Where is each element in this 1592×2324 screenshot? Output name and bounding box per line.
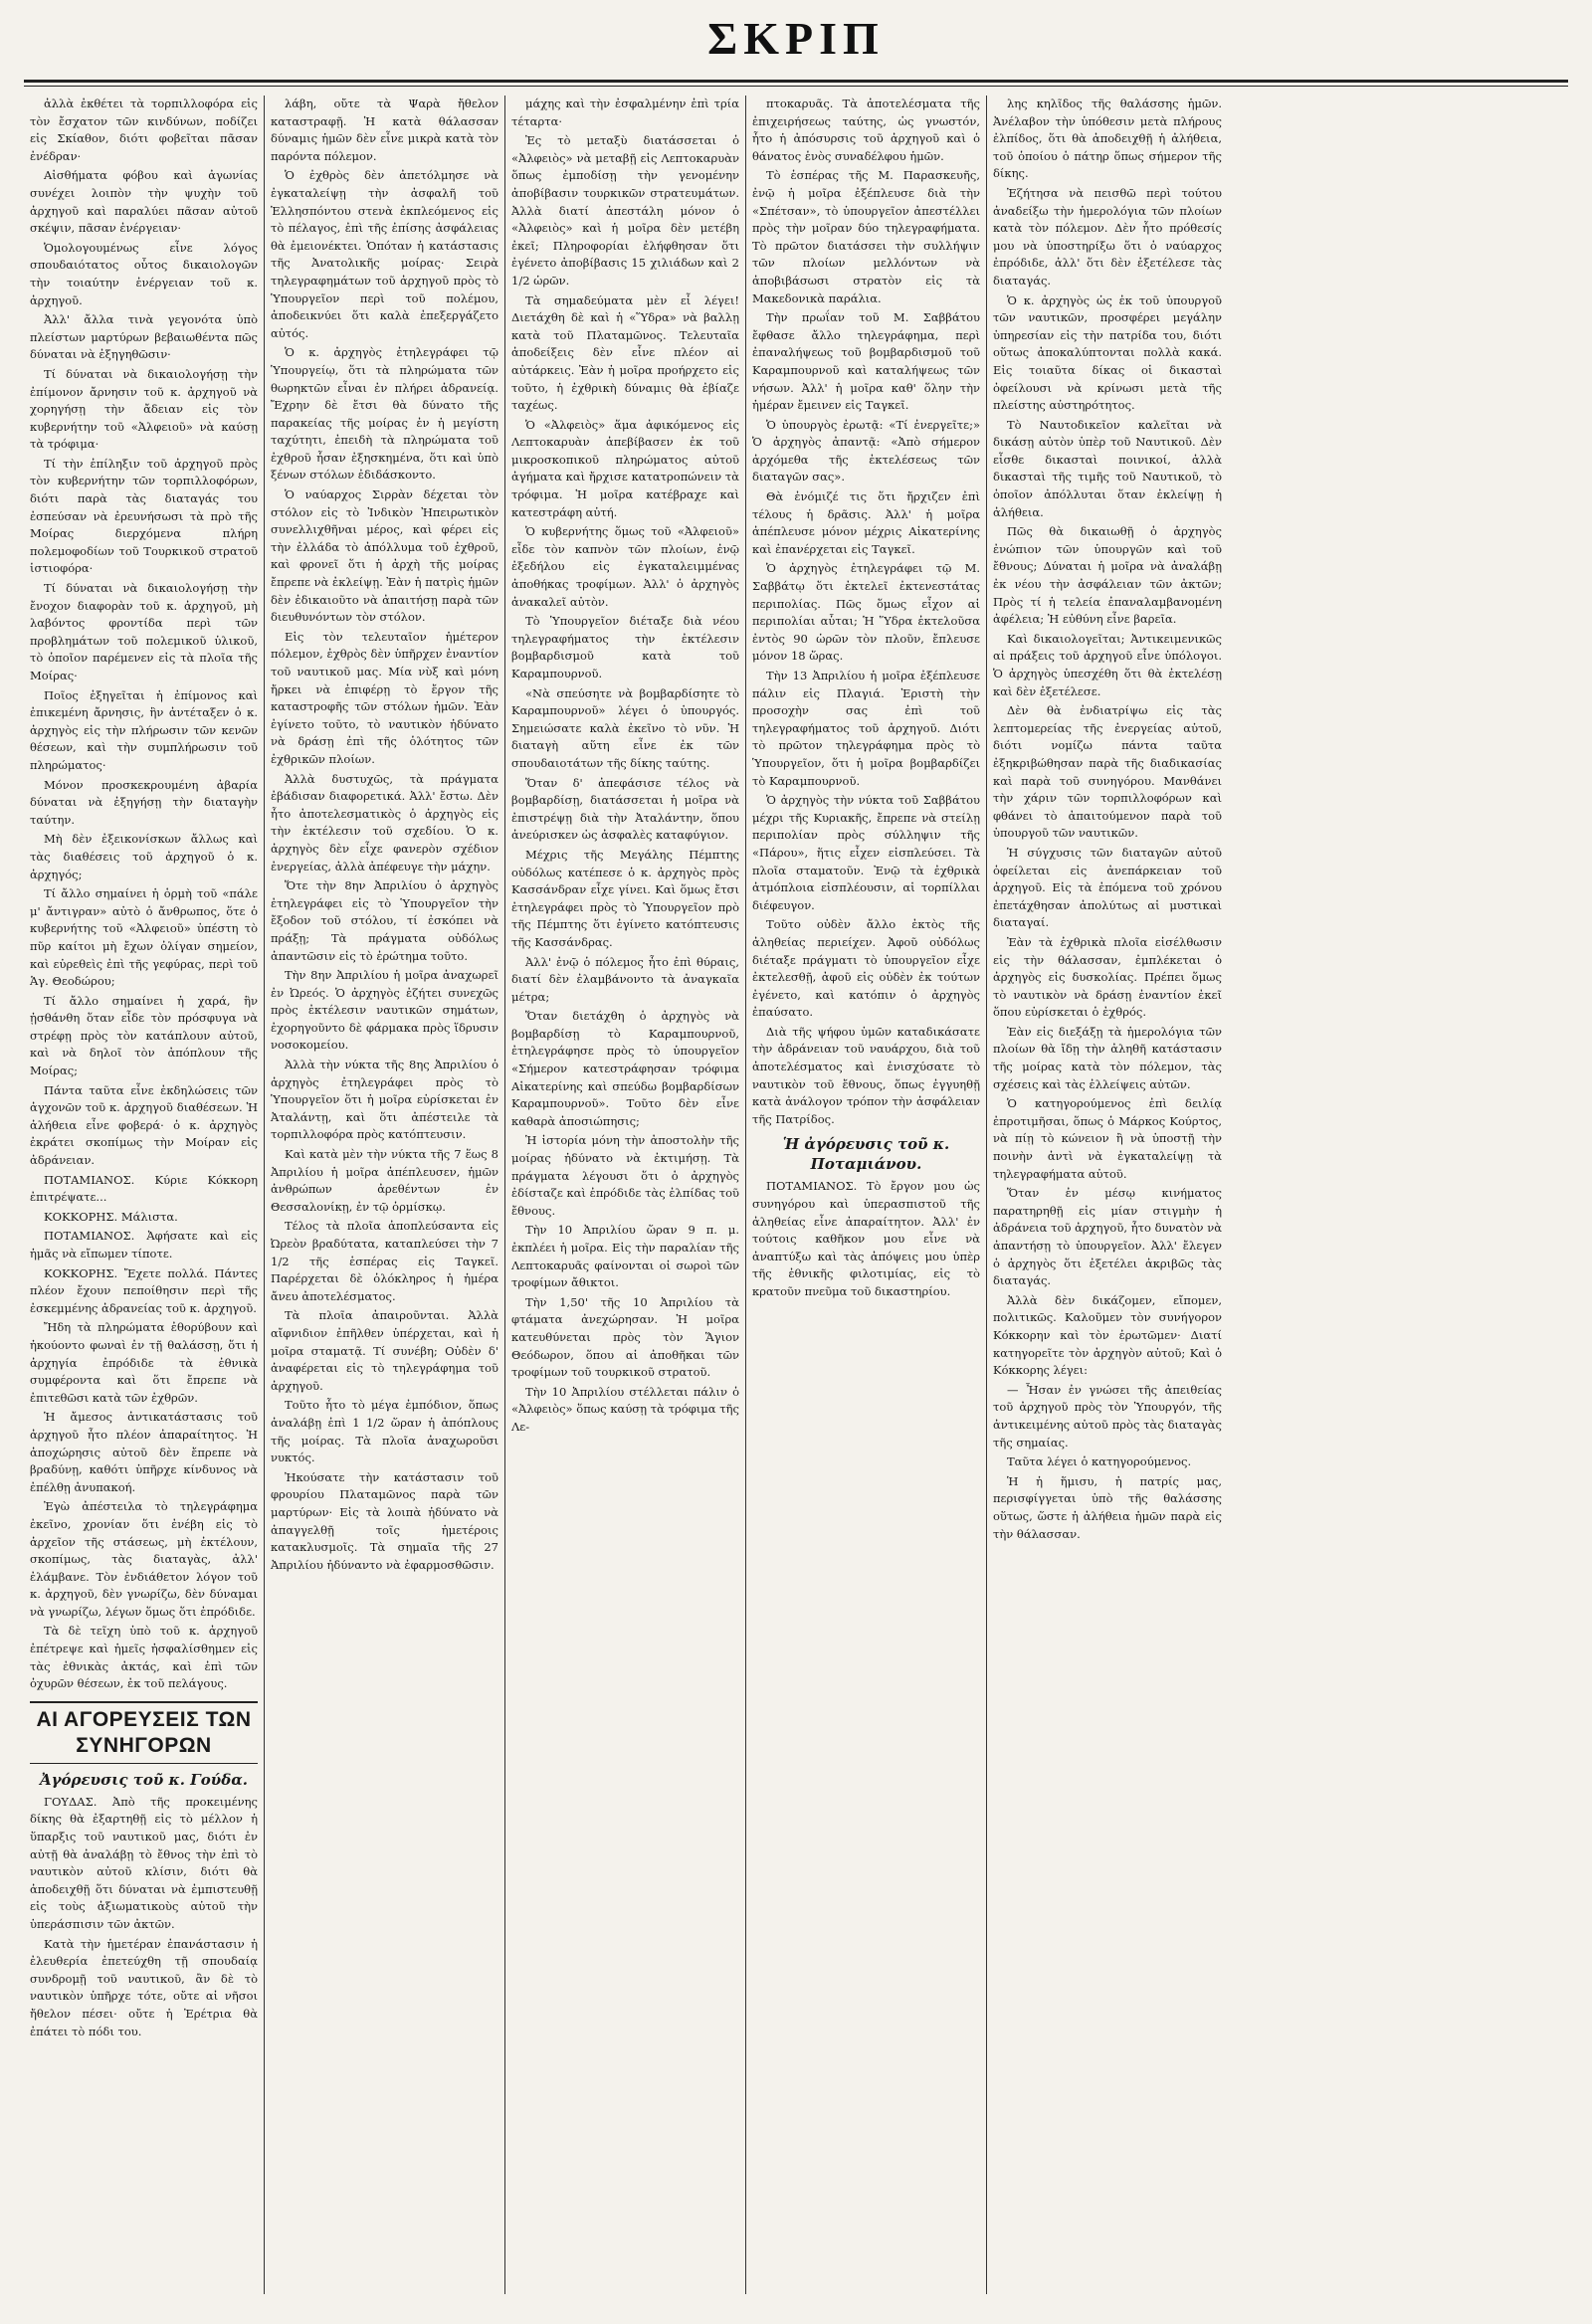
article-paragraph: Τὸ ἑσπέρας τῆς Μ. Παρασκευῆς, ἐνῷ ἡ μοῖρα ἐξέπλευσε διὰ τὴν «Σπέτσαν», τὸ ὑπουργεῖον ἀπεστέλλει πρὸς τὴν μοῖραν δύο τηλεγραφήματα. Τὸ πρῶτον διατάσσει τὴν συλλήψιν τῶν πλοίων μελλόντων νὰ ἀποβιβάσωσι στρατὸν εἰς τὰ Μακεδονικὰ παράλια. [752, 168, 980, 305]
article-paragraph: Μὴ δὲν ἐξεικονίσκων ἄλλως καὶ τὰς διαθέσεις τοῦ ἀρχηγοῦ ὁ κ. ἀρχηγός; [30, 832, 258, 881]
article-paragraph: ΚΟΚΚΟΡΗΣ. Μάλιστα. [44, 1209, 178, 1224]
article-paragraph: Ταῦτα λέγει ὁ κατηγορούμενος. [1007, 1454, 1192, 1469]
column-2 [265, 96, 505, 2294]
article-paragraph: Ἡ ἱστορία μόνη τὴν ἀποστολὴν τῆς μοίρας ἠδύνατο νὰ ἐκτιμήσῃ. Τὰ πράγματα λέγουσι ὅτι ὁ ἀρχηγὸς ἐδίσταζε καὶ ἐπρόδιδε τὰς ἐλπίδας τοῦ ἔθνους. [511, 1133, 739, 1218]
article-paragraph: Ὁ ἀρχηγὸς τὴν νύκτα τοῦ Σαββάτου μέχρι τῆς Κυριακῆς, ἔπρεπε νὰ στείλῃ περιπολίαν πρὸς σύλληψιν τῆς «Πάρου», ἥτις εἶχεν εἰσπλεύσει. Τὰ πλοῖα σταματοῦν. Ἐνῷ τὰ ἐχθρικὰ ἀτμόπλοια εἰσπλέουσιν, αἱ τορπίλλαι διέφευγον. [752, 793, 980, 912]
article-paragraph: Διὰ τῆς ψήφου ὑμῶν καταδικάσατε τὴν ἀδράνειαν τοῦ ναυάρχου, διὰ τοῦ ἀποτελέσματος καὶ ἐνισχύσατε τὸ ναυτικὸν τοῦ ἔθνους, ὅπως ἐγγυηθῇ κατὰ ἀνάλογον τρόπον τὴν ἀσφάλειαν τῆς Πατρίδος. [752, 1024, 980, 1126]
article-paragraph: Πῶς θὰ δικαιωθῇ ὁ ἀρχηγὸς ἐνώπιον τῶν ὑπουργῶν καὶ τοῦ ἔθνους; Δύναται ἡ μοῖρα νὰ ἀναλάβῃ ἐκ νέου τὴν ἀσφάλειαν τῶν ἀκτῶν; Πρὸς τί ἡ τελεία ἐπαναλαμβανομένη ἀφέλεια; Ἡ εὐθύνη εἶνε βαρεῖα. [993, 524, 1222, 627]
article-paragraph: Ἐς τὸ μεταξὺ διατάσσεται ὁ «Ἀλφειὸς» νὰ μεταβῇ εἰς Λεπτοκαρυὰν ὅπως ἐμποδίσῃ τὴν γενομένην ἀποβίβασιν τουρκικῶν στρατευμάτων. Ἀλλὰ διατί ἀπεστάλη μόνον ὁ «Ἀλφειὸς» καὶ ἡ μοῖρα δὲν μετέβη ἐκεῖ; Πληροφορίαι ἐλήφθησαν ὅτι ἐγένετο ἀποβίβασις 15 χιλιάδων καὶ 2 1/2 ὡρῶν. [511, 133, 739, 288]
article-paragraph: Τί τὴν ἐπίληξιν τοῦ ἀρχηγοῦ πρὸς τὸν κυβερνήτην τῶν τορπιλλοφόρων, διότι παρὰ τὰς διαταγάς του ἐσπεύσαν νὰ ἐρευνήσωσι τὰ πρὸ τῆς Μοίρας διερχόμενα πλήρη πολεμοφοδίων τοῦ Τουρκικοῦ στρατοῦ ἱστιοφόρα· [30, 456, 258, 576]
article-paragraph: Ἡ σύγχυσις τῶν διαταγῶν αὐτοῦ ὁφείλεται εἰς ἀνεπάρκειαν τοῦ ἀρχηγοῦ. Εἰς τὰ ἐπόμενα τοῦ χρόνου ἐπετάχθησαν ἀπολύτως αἱ μυστικαὶ διαταγαί. [993, 845, 1222, 930]
article-paragraph: Ὁ κ. ἀρχηγὸς ἐτηλεγράφει τῷ Ὑπουργείῳ, ὅτι τὰ πληρώματα τῶν θωρηκτῶν εἶναι ἐν πλήρει ἀδρανείᾳ. Ἔχρην δὲ ἔτσι θὰ δύνατο τῆς παρακείας τῆς μοίρας ἐν ἡ μεγίστη ταχύτητι, ἐπειδὴ τὰ πληρώματα τοῦ ἐχθροῦ ἦσαν ἐξησκημένα, ὅτι καὶ ὑπὸ ξένων στόλων ἐδιδάσκοντο. [271, 345, 498, 483]
article-paragraph: Ὁ κυβερνήτης ὅμως τοῦ «Ἀλφειοῦ» εἶδε τὸν καπνὸν τῶν πλοίων, ἐνῷ ἐξεδήλου εἰς ἐγκαταλειμμένας ἀποθήκας τροφίμων. Ἀλλ' ὁ ἀρχηγὸς ἀνακαλεῖ αὐτὸν. [511, 524, 739, 609]
article-paragraph: Ἀλλ' ἄλλα τινὰ γεγονότα ὑπὸ πλείστων μαρτύρων βεβαιωθέντα πῶς δύναται νὰ ἐξηγηθῶσιν· [30, 312, 258, 362]
article-paragraph: πτοκαρυᾶς. Τὰ ἀποτελέσματα τῆς ἐπιχειρήσεως ταύτης, ὡς γνωστόν, ἦτο ἡ ἀπόσυρσις τοῦ ἀρχηγοῦ καὶ ὁ θάνατος ἑνὸς συναδέλφου ἡμῶν. [752, 97, 980, 163]
column-3 [505, 96, 746, 2294]
article-paragraph: Ὁ κατηγορούμενος ἐπὶ δειλίᾳ ἐπροτιμῆσαι, ὅπως ὁ Μάρκος Κούρτος, νὰ πίῃ τὸ κώνειον ἢ νὰ ὑποστῇ τὴν ποινὴν ἀντὶ νὰ ἐγκαταλείψῃ τὰ τηλεγραφήματα αὐτοῦ. [993, 1096, 1222, 1181]
article-paragraph: Ὁ ἀρχηγὸς ἐτηλεγράφει τῷ Μ. Σαββάτῳ ὅτι ἐκτελεῖ ἐκτενεστάτας περιπολίας. Πῶς ὅμως εἶχον αἱ περιπολίαι αὗται; Ἡ Ὕδρα ἐκτελοῦσα ἐντὸς 90 ὡρῶν τὸν πλοῦν, ἔπλευσε μόνον 18 ὥρας. [752, 561, 980, 664]
article-paragraph: Ἐζήτησα νὰ πεισθῶ περὶ τούτου ἀναδείξω τὴν ἡμερολόγια τῶν πλοίων κατὰ τὸν πόλεμον. Δὲν ἦτο πρόθεσίς μου νὰ ὑποστηρίξω ὅτι ὁ ναύαρχος ἐπρόδιδε, ἀλλ' ὅτι δὲν ἐξετέλεσε τὰς διαταγάς. [993, 185, 1222, 288]
article-paragraph: Ὅταν διετάχθη ὁ ἀρχηγὸς νὰ βομβαρδίσῃ τὸ Καραμπουρνοῦ, ἐτηλεγράφησε πρὸς τὸ ὑπουργεῖον «Σήμερον κατεστράφησαν τρόφιμα Αἰκατερίνης καὶ σπεύδω βομβαρδίσων Καραμπουρνοῦ». Τοῦτο δὲν εἶνε καθαρὰ ἀποσιώπησις; [511, 1009, 739, 1128]
column-1 [24, 96, 265, 2294]
article-paragraph: Ἡ ἄμεσος ἀντικατάστασις τοῦ ἀρχηγοῦ ἦτο πλέον ἀπαραίτητος. Ἡ ἀποχώρησις αὐτοῦ δὲν ἔπρεπε νὰ βραδύνῃ, καθότι ὑπῆρχε κίνδυνος νὰ ἐπέλθῃ ἀνυπακοή. [30, 1410, 258, 1494]
article-paragraph: Τοῦτο ἦτο τὸ μέγα ἐμπόδιον, ὅπως ἀναλάβῃ ἐπὶ 1 1/2 ὥραν ἡ ἀπόπλους τῆς μοίρας. Τὰ πλοῖα ἀναχωροῦσι νυκτός. [271, 1398, 498, 1465]
speech-subheading: Ἀγόρευσις τοῦ κ. Γούδα. [40, 1770, 248, 1789]
article-paragraph: Τί ἄλλο σημαίνει ἡ ὁρμὴ τοῦ «πάλε μ' ἄντιγραν» αὐτὸ ὁ ἄνθρωπος, ὅτε ὁ κυβερνήτης τοῦ «Ἀλφειοῦ» ὑπέστη τὸ πῦρ καίτοι μὴ ἔχων ὀλίγαν σημείον, καὶ εὐρεθεὶς ἐπὶ τῆς γεφύρας, περὶ τοῦ Ἁγ. Θεοδώρου; [30, 886, 258, 989]
article-paragraph: Τὰ πλοῖα ἀπαιροῦνται. Ἀλλὰ αἴφνιδιον ἐπῆλθεν ὑπέρχεται, καὶ ἡ μοῖρα σταματᾷ. Τί συνέβη; Οὐδὲν δ' ἀναφέρεται εἰς τὸ τηλεγράφημα τοῦ ἀρχηγοῦ. [271, 1308, 498, 1393]
article-paragraph: Ποῖος ἐξηγεῖται ἡ ἐπίμονος καὶ ἐπικεμένη ἄρνησις, ἣν ἀντέταξεν ὁ κ. ἀρχηγὸς εἰς τὴν πλήρωσιν τῶν κενῶν θέσεων, καὶ τὴν συμπλήρωσιν τοῦ πληρώματος· [30, 687, 258, 772]
article-paragraph: «Νὰ σπεύσητε νὰ βομβαρδίσητε τὸ Καραμπουρνοῦ» λέγει ὁ ὑπουργός. Σημειώσατε καλὰ ἐκεῖνο τὸ νῦν. Ἡ διαταγὴ αὕτη εἶνε ἐκ τῶν σπουδαιοτάτων τῆς δίκης ταύτης. [511, 685, 739, 770]
article-paragraph: Τί δύναται νὰ δικαιολογήσῃ τὴν ἔνοχον διαφορὰν τοῦ κ. ἀρχηγοῦ, μὴ λαβόντος φροντίδα περὶ τῶν προβλημάτων τοῦ πολεμικοῦ ὑλικοῦ, τὸ ὁποῖον παρέμενεν εἰς τὰ πλοῖα τῆς Μοίρας· [30, 581, 258, 682]
article-paragraph: Ὅταν δ' ἀπεφάσισε τέλος νὰ βομβαρδίσῃ, διατάσσεται ἡ μοῖρα νὰ ἐπιστρέψῃ διὰ τὴν Ἀταλάντην, ὅπου ἀνεύρισκεν ὡς ἀσφαλὲς καταφύγιον. [511, 775, 739, 843]
article-paragraph: Ὅτε τὴν 8ην Ἀπριλίου ὁ ἀρχηγὸς ἐτηλεγράφει εἰς τὸ Ὑπουργεῖον τὴν ἔξοδον τοῦ στόλου, τί ἐσκόπει νὰ πράξῃ; Τὰ πράγματα οὐδόλως ἀπαντῶσιν εἰς τὸ ἐρώτημα τοῦτο. [271, 878, 498, 963]
article-paragraph: Ὁμολογουμένως εἶνε λόγος σπουδαιότατος οὗτος δικαιολογῶν τὴν τοιαύτην ἐνέργειαν τοῦ κ. ἀρχηγοῦ. [30, 240, 258, 307]
article-paragraph: Τὴν 8ην Ἀπριλίου ἡ μοῖρα ἀναχωρεῖ ἐν Ὠρεός. Ὁ ἀρχηγὸς ἐζήτει συνεχῶς πρὸς ἐκτέλεσιν ναυτικῶν σημάτων, ἐχορηγοῦντο δὲ φάρμακα πρὸς ἵδρυσιν νοσοκομείου. [271, 968, 498, 1053]
article-paragraph: ΚΟΚΚΟΡΗΣ. Ἔχετε πολλά. Πάντες πλέον ἔχουν πεποίθησιν περὶ τῆς ἐσκεμμένης ἀδρανείας τοῦ κ. ἀρχηγοῦ. [30, 1265, 258, 1315]
article-paragraph: λης κηλῖδος τῆς θαλάσσης ἡμῶν. Ἀνέλαβον τὴν ὑπόθεσιν μετὰ πλήρους ἐλπίδος, ὅτι θὰ ἀποδειχθῇ ἡ ἀλήθεια, τοῦ ὁποίου ὁ πάτηρ ὅπως σήμερον τῆς δίκης. [993, 97, 1222, 181]
article-paragraph: Ἤδη τὰ πληρώματα ἐθορύβουν καὶ ἠκούοντο φωναὶ ἐν τῇ θαλάσσῃ, ὅτι ἡ ἀρχηγία ἐπρόδιδε τὰ ἐθνικὰ συμφέροντα καὶ ὅτι ἔπρεπε νὰ ἐπιτεθῶσι κατὰ τῶν ἐχθρῶν. [30, 1320, 258, 1405]
article-paragraph: Ὅταν ἐν μέσῳ κινήματος παρατηρηθῇ εἰς μίαν στιγμὴν ἡ ἀδράνεια τοῦ ἀρχηγοῦ, ἦτο δυνατὸν νὰ ἀπαντήσῃ τὸ ὑπουργεῖον. Ἀλλ' ἔλεγεν ὁ ἀρχηγὸς ὅτι ἐξετέλει ἀκριβῶς τὰς διαταγάς. [993, 1186, 1222, 1288]
masthead-rule [24, 80, 1568, 83]
article-paragraph: Ἐὰν εἰς διεξάξῃ τὰ ἡμερολόγια τῶν πλοίων θὰ ἴδῃ τὴν ἀληθῆ κατάστασιν τῆς μοίρας κατὰ τὸν πόλεμον, τὰς σχέσεις καὶ τὰς ἐλλείψεις αὐτῶν. [993, 1024, 1222, 1091]
column-4 [746, 96, 987, 2294]
article-paragraph: Ἀλλὰ τὴν νύκτα τῆς 8ης Ἀπριλίου ὁ ἀρχηγὸς ἐτηλεγράφει πρὸς τὸ Ὑπουργεῖον ὅτι ἡ μοῖρα εὑρίσκεται ἐν Ἀταλάντῃ, καὶ ὅτι ἀπέστειλε τὰ τορπιλλοφόρα πρὸς κατόπτευσιν. [271, 1058, 498, 1142]
article-paragraph: Τὰ δὲ τεῖχη ὑπὸ τοῦ κ. ἀρχηγοῦ ἐπέτρεψε καὶ ἡμεῖς ἠσφαλίσθημεν εἰς τὰς ἐθνικὰς ἀκτάς, καὶ ἐπὶ τῶν ὀχυρῶν θέσεων, ἐκ τοῦ πελάγους. [30, 1624, 258, 1691]
article-paragraph: Τοῦτο οὐδὲν ἄλλο ἐκτὸς τῆς ἀληθείας περιείχεν. Ἀφοῦ οὐδόλως διέταξε πράγματι τὸ ὑπουργεῖον εἶχε ἐκτελεσθῇ, ἀφοῦ εἰς οὐδὲν ἐκ τούτων ἐγένετο, καὶ κατόπιν ὁ ἀρχηγὸς ἐπαύσατο. [752, 917, 980, 1020]
article-paragraph: Μέχρις τῆς Μεγάλης Πέμπτης οὐδόλως κατέπεσε ὁ κ. ἀρχηγὸς πρὸς Κασσάνδραν εἶχε γίνει. Καὶ ὅμως ἔτσι ἐτηλεγράφει πρὸς τὸ Ὑπουργεῖον πρὸ τῆς Πέμπτης ὅτι ἐγίνετο κατόπτευσις τῆς Κασσάνδρας. [511, 847, 739, 949]
article-paragraph: Τὸ Ναυτοδικεῖον καλεῖται νὰ δικάσῃ αὐτὸν ὑπὲρ τοῦ Ναυτικοῦ. Δὲν εἶσθε δικασταὶ ποινικοί, ἀλλὰ δικασταὶ τῆς τιμῆς τοῦ Ναυτικοῦ, τὸ ὁποῖον ἀπόλλυται ὅταν ἐκλείψῃ ἡ ἀλήθεια. [993, 417, 1222, 519]
article-paragraph: Τί ἄλλο σημαίνει ἡ χαρά, ἣν ᾐσθάνθη ὅταν εἶδε τὸν πρόσφυγα νὰ στρέφῃ πρὸς τὸν κατάπλουν αὐτοῦ, καὶ νὰ δηλοῖ τὸν ἀπόπλουν τῆς Μοίρας; [30, 993, 258, 1078]
article-paragraph: Εἰς τὸν τελευταῖον ἡμέτερον πόλεμον, ἐχθρὸς δὲν ὑπῆρχεν ἐναντίον τοῦ ναυτικοῦ μας. Μία νὺξ καὶ μόνη ἤρκει νὰ ἐπιφέρῃ τὸ ἔργον τῆς καταστροφῆς τῶν στόλων ἡμῶν. Ἐὰν ἐγίνετο τοῦτο, τὸ ναυτικὸν ἠδύνατο νὰ δράσῃ ἐπὶ τῆς ὁλότητος τῶν ἐχθρικῶν πλοίων. [271, 629, 498, 766]
article-paragraph: Ἐὰν τὰ ἐχθρικὰ πλοῖα εἰσέλθωσιν εἰς τὴν θάλασσαν, ἐμπλέκεται ὁ ἀρχηγὸς εἰς δυσκολίας. Πρέπει ὅμως τὸ ναυτικὸν νὰ δράσῃ ἐναντίον ἐκεῖ ὅπου εὑρίσκεται ὁ ἐχθρός. [993, 934, 1222, 1020]
article-paragraph: Τὸ Ὑπουργεῖον διέταξε διὰ νέου τηλεγραφήματος τὴν ἐκτέλεσιν βομβαρδισμοῦ κατὰ τοῦ Καραμπουρνοῦ. [511, 614, 739, 680]
article-columns [24, 96, 1568, 2294]
article-paragraph: Τὴν 13 Ἀπριλίου ἡ μοῖρα ἐξέπλευσε πάλιν εἰς Πλαγιά. Ἐριστὴ τὴν προσοχὴν σας ἐπὶ τοῦ τηλεγραφήματος τοῦ ἀρχηγοῦ. Διότι τὸ πρῶτον τηλεγράφημα πρὸς τὸ Ὑπουργεῖον, ὅτι ἡ μοῖρα βομβαρδίζει τὸ Καραμπουρνοῦ. [752, 669, 980, 788]
article-paragraph: Ἡ ἡ ἥμισυ, ἡ πατρίς μας, περισφίγγεται ὑπὸ τῆς θαλάσσης οὕτως, ὥστε ἡ ἀλήθεια ἡμῶν παρὰ εἰς τὴν θάλασσαν. [993, 1473, 1222, 1541]
article-paragraph: μάχης καὶ τὴν ἐσφαλμένην ἐπὶ τρία τέταρτα· [511, 97, 739, 128]
article-paragraph: Δὲν θὰ ἐνδιατρίψω εἰς τὰς λεπτομερείας τῆς ἐνεργείας αὐτοῦ, διότι νομίζω πάντα ταῦτα ἐξηκριβώθησαν παρὰ τῆς διαδικασίας καὶ παρὰ τοῦ συνηγόρου. Μανθάνει τὴν χάριν τῶν τορπιλλοφόρων καὶ φθάνει τὸ ἀπαιτούμενον παρὰ τοῦ ὑπουργοῦ τῶν ναυτικῶν. [993, 703, 1222, 841]
article-paragraph: ΠΟΤΑΜΙΑΝΟΣ. Ἀφήσατε καὶ εἰς ἡμᾶς νὰ εἴπωμεν τίποτε. [30, 1229, 258, 1260]
column-5 [987, 96, 1228, 2294]
article-paragraph: λάβη, οὔτε τὰ Ψαρὰ ἤθελον καταστραφῇ. Ἡ κατὰ θάλασσαν δύναμις ἡμῶν δὲν εἶνε μικρὰ κατὰ τὸν παρόντα πόλεμον. [271, 97, 498, 163]
article-paragraph: Τὴν 1,50' τῆς 10 Ἀπριλίου τὰ φτάματα ἀνεχώρησαν. Ἡ μοῖρα κατευθύνεται πρὸς τὸν Ἅγιον Θεόδωρον, ὅπου αἱ ἀποθῆκαι τῶν τροφίμων τοῦ τουρκικοῦ στρατοῦ. [511, 1294, 739, 1380]
article-paragraph: Ὁ ἐχθρὸς δὲν ἀπετόλμησε νὰ ἐγκαταλείψῃ τὴν ἀσφαλῆ τοῦ Ἑλλησπόντου στενὰ ἐκπλεόμενος εἰς τὸ πέλαγος, ἐπὶ τῆς ἐπίσης ἀσφάλειας θὰ ἐμειονέκτει. Ὁπόταν ἡ κατάστασις τῆς Ἀνατολικῆς μοίρας· Σειρὰ τηλεγραφημάτων τοῦ ἀρχηγοῦ πρὸς τὸ Ὑπουργεῖον περὶ τοῦ πολέμου, ἀποδεικνύει ὅτι καλὰ ἐπεξεργάζετο αὐτός. [271, 168, 498, 340]
article-paragraph: Πάντα ταῦτα εἶνε ἐκδηλώσεις τῶν ἀγχονῶν τοῦ κ. ἀρχηγοῦ διαθέσεων. Ἡ ἀλήθεια εἶνε φοβερά· ὁ κ. ἀρχηγὸς ἐκράτει σκοπίμως τὴν Μοίραν εἰς ἀδράνειαν. [30, 1082, 258, 1168]
article-paragraph: Θὰ ἐνόμιζέ τις ὅτι ἤρχιζεν ἐπὶ τέλους ἡ δρᾶσις. Ἀλλ' ἡ μοῖρα ἀπέπλευσε μόνον μέχρις Αἰκατερίνης καὶ ἐπανέρχεται εἰς Ταγκεῖ. [752, 489, 980, 556]
article-paragraph: Καὶ δικαιολογεῖται; Ἀντικειμενικῶς αἱ πράξεις τοῦ ἀρχηγοῦ εἶνε ὑπόλογοι. Ὁ ἀρχηγὸς ὑπεσχέθη ὅτι θὰ ἐκτελέσῃ καὶ δὲν ἐξετέλεσε. [993, 631, 1222, 698]
article-paragraph: Τὰ σημαδεύματα μὲν εἶ λέγει! Διετάχθη δὲ καὶ ἡ «Ὕδρα» νὰ βαλλῃ κατὰ τοῦ Πλαταμῶνος. Τελευταῖα ἀποδείξεις δὲν εἶνε πλέον αἱ αὐτάρκεις. Ἐὰν ἡ μοῖρα προήρχετο εἰς τοῦτο, ἡ ἐχθρικὴ δύναμις θὰ ἐβίαζε ταχέως. [511, 292, 739, 413]
article-paragraph: Ἠκούσατε τὴν κατάστασιν τοῦ φρουρίου Πλαταμῶνος παρὰ τῶν μαρτύρων· Εἰς τὰ λοιπὰ ἠδύνατο νὰ ἀπαγγελθῇ τοῖς ἡμετέροις κατακλυσμοῖς. Τὰ σημαῖα τῆς 27 Ἀπριλίου ἠδύναντο νὰ ἐφαρμοσθῶσιν. [271, 1469, 498, 1572]
article-paragraph: Ὁ ναύαρχος Σιρρὰν δέχεται τὸν στόλον εἰς τὸ Ἰνδικὸν Ἠπειρωτικὸν συνελλιχθῆναι μέρος, καὶ φέρει εἰς τὴν ἐλλάδα τὸ ἀπόλλυμα τοῦ ἐχθροῦ, καὶ φρονεῖ ὅτι ἡ ἀρχὴ τῆς μοίρας ἔπρεπε νὰ ἐκλείψῃ. Ἐὰν ἡ πατρὶς ἡμῶν δὲν ἐδικαιοῦτο νὰ ἀπαιτήσῃ παρὰ τῶν διευθυνόντων τὸν στόλον. [271, 487, 498, 625]
article-paragraph: Ὁ ὑπουργὸς ἐρωτᾷ: «Τί ἐνεργεῖτε;» Ὁ ἀρχηγὸς ἀπαντᾷ: «Ἀπὸ σήμερον ἀρχόμεθα τῆς ἐκτελέσεως τῶν διαταγῶν σας». [752, 417, 980, 484]
article-paragraph: Τὴν 10 Ἀπριλίου ὥραν 9 π. μ. ἐκπλέει ἡ μοῖρα. Εἰς τὴν παραλίαν τῆς Λεπτοκαρυᾶς φαίνονται οἱ σωροὶ τῶν τροφίμων ἄθικτοι. [511, 1223, 739, 1290]
speech-subheading: Ἡ ἀγόρευσις τοῦ κ. Ποταμιάνου. [782, 1135, 950, 1174]
article-paragraph: ἀλλὰ ἐκθέτει τὰ τορπιλλοφόρα εἰς τὸν ἔσχατον τῶν κινδύνων, ποδίζει εἰς Σκίαθον, διότι φοβεῖται πᾶσαν ἐνέδραν· [30, 97, 258, 163]
article-paragraph: Αἰσθήματα φόβου καὶ ἀγωνίας συνέχει λοιπὸν τὴν ψυχὴν τοῦ ἀρχηγοῦ καὶ παραλύει πᾶσαν αὐτοῦ σκέψιν, πᾶσαν ἐνέργειαν· [30, 168, 258, 236]
article-paragraph: Τί δύναται νὰ δικαιολογήσῃ τὴν ἐπίμονον ἄρνησιν τοῦ κ. ἀρχηγοῦ νὰ χορηγήσῃ τὴν ἄδειαν εἰς τὸν κυβερνήτην τοῦ «Ἀλφειοῦ» νὰ καύσῃ τὰ τρόφιμα· [30, 366, 258, 452]
article-paragraph: Μόνον προσκεκρουμένη ἀβαρία δύναται νὰ ἐξηγήσῃ τὴν διαταγὴν ταύτην. [30, 777, 258, 827]
masthead-title: ΣΚΡΙΠ [707, 13, 885, 64]
article-paragraph: Ἐγὼ ἀπέστειλα τὸ τηλεγράφημα ἐκεῖνο, χρονίαν ὅτι ἐνέβη εἰς τὸ ἀρχεῖον τῆς στάσεως, μὴ ἐκτέλουν, σκοπίμως, τὰς διαταγὰς, ἀλλ' ἐλάμβανε. Τὸν ἐνδιάθετον λόγον τοῦ κ. ἀρχηγοῦ, δὲν γνωρίζω, δὲν δύναμαι νὰ γνωρίζω, λέγων ὅμως ὅτι ἐπρόδιδε. [30, 1499, 258, 1619]
article-paragraph: ΠΟΤΑΜΙΑΝΟΣ. Τὸ ἔργον μου ὡς συνηγόρου καὶ ὑπερασπιστοῦ τῆς ἀληθείας εἶνε ἀπαραίτητον. Ἀλλ' ἐν τούτοις καθῆκον μου εἶνε νὰ ἀναπτύξω καὶ τὰς ἀπόψεις μου ὑπὲρ τῆς ἐθνικῆς φιλοτιμίας, εἰς τὸ κρατοῦν πνεῦμα τοῦ δικαστηρίου. [752, 1179, 980, 1298]
section-headline: ΑΙ ΑΓΟΡΕΥΣΕΙΣ ΤΩΝ ΣΥΝΗΓΟΡΩΝ [30, 1701, 258, 1764]
article-paragraph: Ὁ «Ἀλφειὸς» ἅμα ἀφικόμενος εἰς Λεπτοκαρυὰν ἀπεβίβασεν ἐκ τοῦ μικροσκοπικοῦ πληρώματος αὐτοῦ ἀγήματα καὶ ἤρχισε κατατροπώνειν τὰ τρόφιμα. Ἡ μοῖρα κατέβραχε καὶ κατεστράφη αὐτή. [511, 417, 739, 519]
article-paragraph: — Ἦσαν ἐν γνώσει τῆς ἀπειθείας τοῦ ἀρχηγοῦ πρὸς τὸν Ὑπουργόν, τῆς ἀντικειμένης αὐτοῦ πρὸς τὰς διαταγὰς τῆς σημαίας. [993, 1382, 1222, 1450]
article-paragraph: Ἀλλ' ἐνῷ ὁ πόλεμος ἦτο ἐπὶ θύραις, διατί δὲν ἐλαμβάνοντο τὰ ἀναγκαῖα μέτρα; [511, 954, 739, 1004]
article-paragraph: Κατὰ τὴν ἡμετέραν ἐπανάστασιν ἡ ἐλευθερία ἐπετεύχθη τῇ σπουδαίᾳ συνδρομῇ τοῦ ναυτικοῦ, ἂν δὲ τὸ ναυτικὸν ὑπῆρχε τότε, οὔτε αἱ νῆσοι ἤθελον πέσει· οὔτε ἡ Ἐρέτρια θὰ ἐπάτει τὸ πόδι του. [30, 1936, 258, 2038]
article-paragraph: Ὁ κ. ἀρχηγὸς ὡς ἐκ τοῦ ὑπουργοῦ τῶν ναυτικῶν, προσφέρει μεγάλην ὑπηρεσίαν εἰς τὴν πατρίδα του, διότι οὕτως ἀποκαλύπτονται πολλὰ κακά. Εἰς τοιαῦτα δίκας οἱ δικασταὶ ὀφείλουσι νὰ κρίνωσι μετὰ τῆς πλείστης αὐστηρότητος. [993, 292, 1222, 413]
article-paragraph: Τὴν πρωΐαν τοῦ Μ. Σαββάτου ἔφθασε ἄλλο τηλεγράφημα, περὶ ἐπαναλήψεως τοῦ βομβαρδισμοῦ τοῦ Καραμπουρνοῦ καὶ καταλήψεως τῶν νήσων. Ἀλλ' ἡ μοῖρα καθ' ὅλην τὴν ἡμέραν ἔμεινεν εἰς Ταγκεῖ. [752, 310, 980, 413]
article-paragraph: Ἀλλὰ δὲν δικάζομεν, εἴπομεν, πολιτικῶς. Καλοῦμεν τὸν συνήγορον Κόκκορην καὶ τὸν ἐρωτῶμεν· Διατί κατηγορεῖτε τὸν ἀρχηγὸν αὐτοῦ; Καὶ ὁ Κόκκορης λέγει: [993, 1292, 1222, 1378]
article-paragraph: ΠΟΤΑΜΙΑΝΟΣ. Κύριε Κόκκορη ἐπιτρέψατε... [30, 1172, 258, 1205]
article-paragraph: Ἀλλὰ δυστυχῶς, τὰ πράγματα ἐβάδισαν διαφορετικά. Ἀλλ' ἔστω. Δὲν ἦτο ἀποτελεσματικὸς ὁ ἀρχηγὸς εἰς τὴν ἐκτέλεσιν τοῦ σχεδίου. Ὁ κ. ἀρχηγὸς δὲν εἶχε φανερὸν σχέδιον ἐνεργείας, ἀλλὰ ἀπέφευγε τὴν μάχην. [271, 771, 498, 873]
article-paragraph: Καὶ κατὰ μὲν τὴν νύκτα τῆς 7 ἕως 8 Ἀπριλίου ἡ μοῖρα ἀπέπλευσεν, ἡμῶν ἀνθρώπων ἀρεθέντων ἐν Θεσσαλονίκῃ, ἐν τῷ ὁρμίσκῳ. [271, 1147, 498, 1214]
article-paragraph: ΓΟΥΔΑΣ. Ἀπὸ τῆς προκειμένης δίκης θὰ ἐξαρτηθῇ εἰς τὸ μέλλον ἡ ὕπαρξις τοῦ ναυτικοῦ μας, διότι ἐν αὐτῇ θὰ ἀναλάβῃ τὸ ἔθνος τὴν ἐπὶ τὸ ναυτικὸν αὐτοῦ κλίσιν, διότι θὰ ἀποδειχθῇ ὅτι δύναται νὰ ἐμπιστευθῇ εἰς τοὺς ἀξιωματικοὺς αὐτοῦ τὴν ὑπεράσπισιν τῶν ἀκτῶν. [30, 1794, 258, 1931]
article-paragraph: Τέλος τὰ πλοῖα ἀποπλεύσαντα εἰς Ὠρεὸν βραδύτατα, καταπλεύσει τὴν 7 1/2 τῆς ἑσπέρας εἰς Ταγκεῖ. Παρέρχεται δὲ ὁλόκληρος ἡ ἡμέρα ἄνευ ἀποτελέσματος. [271, 1219, 498, 1303]
masthead-rule-thin [24, 86, 1568, 87]
article-paragraph: Τὴν 10 Ἀπριλίου στέλλεται πάλιν ὁ «Ἀλφειὸς» ὅπως καύσῃ τὰ τρόφιμα τῆς Λε- [511, 1384, 739, 1434]
